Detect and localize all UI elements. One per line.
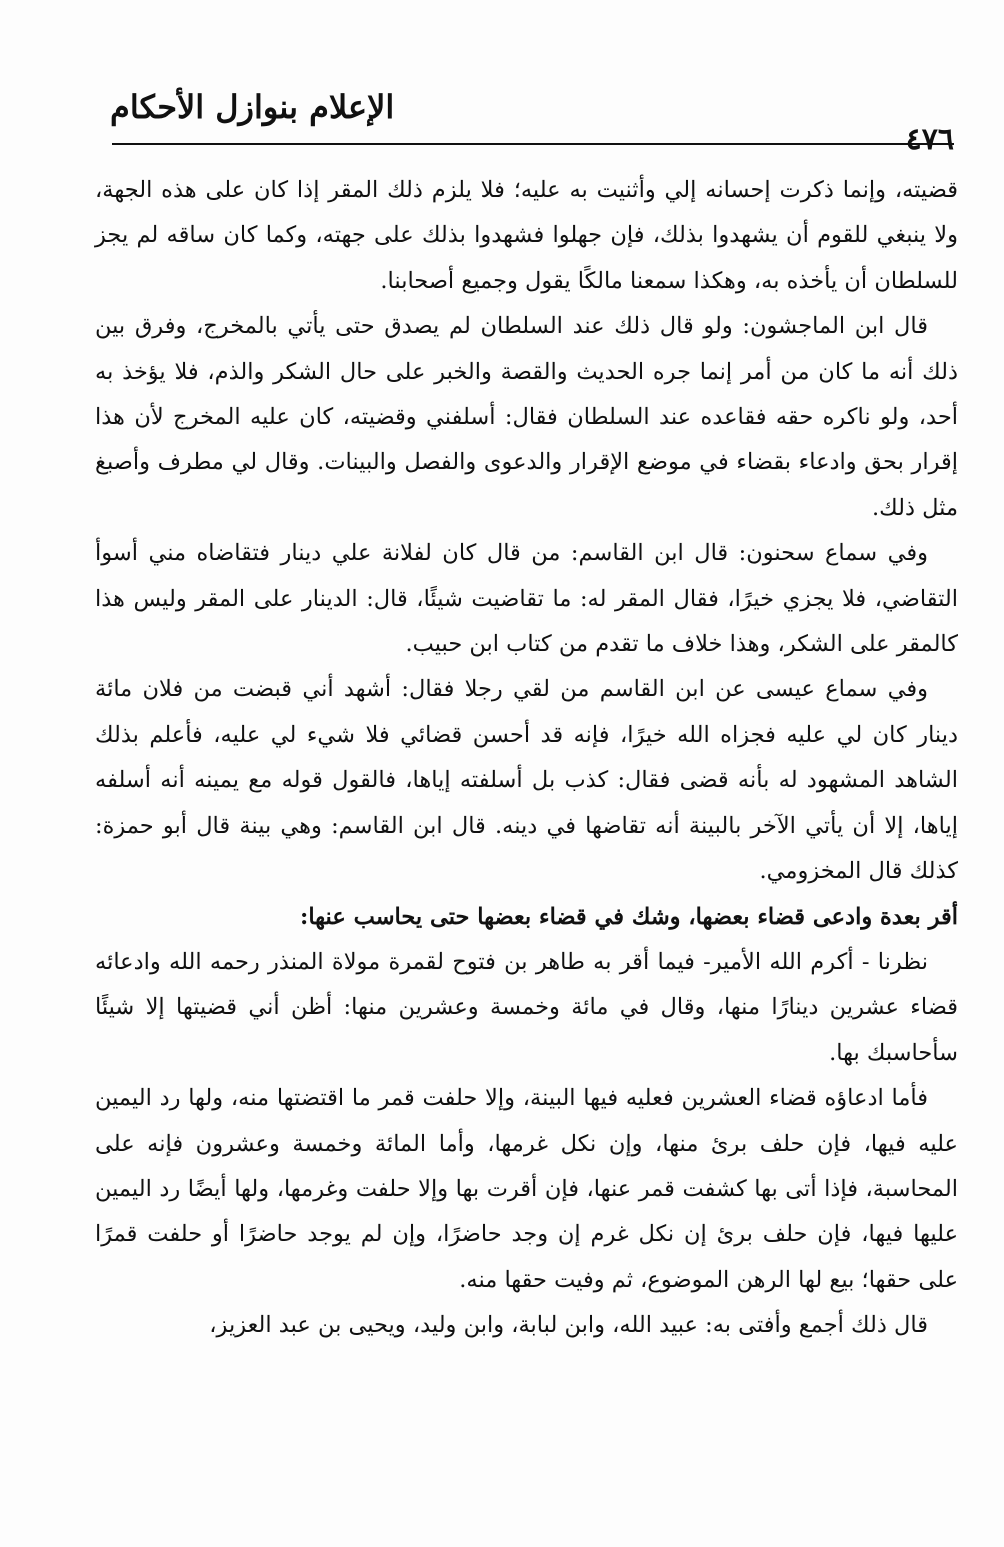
page-body: [95, 168, 958, 1349]
paragraph: وفي سماع سحنون: قال ابن القاسم: من قال كان لفلانة علي دينار فتقاضاه مني أسوأ التقاضي، فلا يجزي خيرًا، فقال المقر له: ما تقاضيت شيئًا، قال: الدينار على المقر وليس هذا كالمقر على الشكر، وهذا خلاف ما تقدم من كتاب ابن حبيب.: [95, 540, 958, 658]
paragraph: فأما ادعاؤه قضاء العشرين فعليه فيها البينة، وإلا حلفت قمر ما اقتضتها منه، ولها رد اليمين عليه فيها، فإن حلف برئ منها، وإن نكل غرمها، وأما المائة وخمسة وعشرون فإنه على المحاسبة، فإذا أتى بها كشفت قمر عنها، فإن أقرت بها وإلا حلفت وغرمها، ولها أيضًا رد اليمين عليها فيها، فإن حلف برئ إن نكل غرم إن وجد حاضرًا، وإن لم يوجد حاضرًا أو حلفت قمرًا على حقها؛ بيع لها الرهن الموضوع، ثم وفيت حقها منه.: [95, 1085, 958, 1293]
paragraph: قضيته، وإنما ذكرت إحسانه إلي وأثنيت به عليه؛ فلا يلزم ذلك المقر إذا كان على هذه الجهة، ولا ينبغي للقوم أن يشهدوا بذلك، فإن جهلوا فشهدوا بذلك على جهته، وكما كان ساقه لم يجز للسلطان أن يأخذه به، وهكذا سمعنا مالكًا يقول وجميع أصحابنا.: [95, 177, 958, 294]
paragraph: وفي سماع عيسى عن ابن القاسم من لقي رجلا فقال: أشهد أني قبضت من فلان مائة دينار كان لي عليه فجزاه الله خيرًا، فإنه قد أحسن قضائي فلا شيء لي عليه، فأعلم بذلك الشاهد المشهود له بأنه قضى فقال: كذب بل أسلفته إياها، فالقول قوله مع يمينه أنه أسلفه إياها، إلا أن يأتي الآخر بالبينة أنه تقاضها في دينه. قال ابن القاسم: وهي بينة قال أبو حمزة: كذلك قال المخزومي.: [95, 676, 958, 885]
page-header: [110, 88, 954, 157]
paragraph: نظرنا - أكرم الله الأمير- فيما أقر به طاهر بن فتوح لقمرة مولاة المنذر رحمه الله وادعائه قضاء عشرين دينارًا منها، وقال في مائة وخمسة وعشرين منها: أظن أني قضيتها إلا شيئًا سأحاسبك بها.: [95, 948, 958, 1066]
running-title: الإعلام بنوازل الأحكام: [110, 88, 395, 126]
header-rule: [112, 143, 954, 145]
section-heading: أقر بعدة وادعى قضاء بعضها، وشك في قضاء بعضها حتى يحاسب عنها:: [300, 903, 958, 930]
page-number: ٤٧٦: [905, 122, 954, 157]
paragraph: قال ابن الماجشون: ولو قال ذلك عند السلطان لم يصدق حتى يأتي بالمخرج، وفرق بين ذلك أنه ما كان من أمر إنما جره الحديث والقصة والخبر على حال الشكر والذم، فلا يؤخذ به أحد، ولو ناكره حقه فقاعده عند السلطان فقال: أسلفني وقضيته، كان عليه المخرج لأن هذا إقرار بحق وادعاء بقضاء في موضع الإقرار والدعوى والفصل والبينات. وقال لي مطرف وأصبغ مثل ذلك.: [95, 313, 958, 521]
paragraph: قال ذلك أجمع وأفتى به: عبيد الله، وابن لبابة، وابن وليد، ويحيى بن عبد العزيز،: [209, 1312, 928, 1339]
